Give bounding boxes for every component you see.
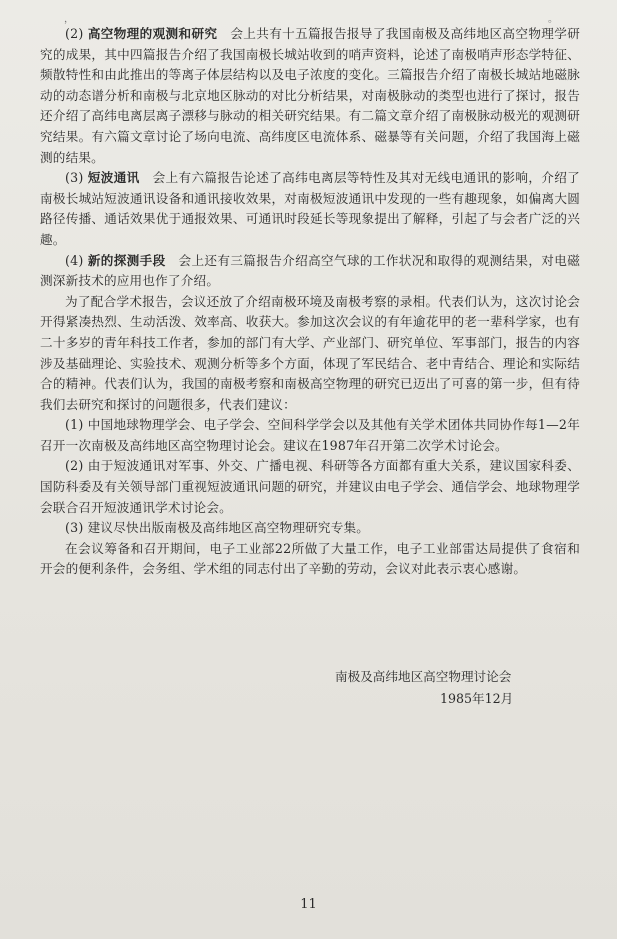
signature-date: 1985年12月 (440, 691, 514, 706)
paragraph-summary (40, 292, 580, 416)
paragraph-body: 会上有六篇报告论述了高纬电离层等特性及其对无线电通讯的影响，介绍了南极长城站短波通讯设备和通讯接收效果，对南极短波通讯中发现的一些有趣现象，如偏离大圆路径传播、通话效果优于通报效果、可通讯时段延长等现象提出了解释，引起了与会者广泛的兴趣。 (40, 170, 580, 247)
page-number: 11 (300, 897, 317, 912)
paragraph-label: (2) (65, 26, 88, 41)
paragraph-body: 会上还有三篇报告介绍高空气球的工作状况和取得的观测结果，对电磁测深新技术的应用也作了介绍。 (40, 252, 580, 289)
paragraph-observation (40, 24, 580, 168)
paragraph-body: (3) 建议尽快出版南极及高纬地区高空物理研究专集。 (65, 520, 370, 536)
section-heading-new-methods: 新的探测手段 (87, 252, 166, 268)
paragraph-new-methods (40, 251, 580, 292)
paragraph-suggestion-2 (40, 456, 580, 518)
paragraph-suggestion-1 (40, 415, 580, 456)
paragraph-label: (3) (65, 170, 88, 186)
signature-org: 南极及高纬地区高空物理讨论会 (335, 669, 512, 684)
paragraph-thanks (40, 539, 580, 580)
paragraph-shortwave (40, 168, 580, 250)
section-heading-observation: 高空物理的观测和研究 (87, 26, 218, 41)
corner-mark-left: ， (64, 14, 74, 25)
body-text (40, 24, 580, 580)
section-heading-shortwave: 短波通讯 (87, 170, 140, 186)
paragraph-body: (2) 由于短波通讯对军事、外交、广播电视、科研等各方面都有重大关系，建议国家科委、国防科委及有关领导部门重视短波通讯问题的研究，并建议由电子学会、通信学会、地球物理学会联合召开短波通讯学术讨论会。 (40, 458, 580, 515)
paragraph-suggestion-3 (40, 518, 580, 539)
paragraph-body: 会上共有十五篇报告报导了我国南极及高纬地区高空物理学研究的成果，其中四篇报告介绍了我国南极长城站收到的哨声资料，论述了南极哨声形态学特征、频散特性和由此推出的等离子体层结构以及电子浓度的变化。三篇报告介绍了南极长城站地磁脉动的动态谱分析和南极与北京地区脉动的对比分析结果，对南极脉动的类型也进行了探讨，报告还介绍了高纬电离层离子漂移与脉动的相关研究结果。有二篇文章介绍了南极脉动极光的观测研究结果。有六篇文章讨论了场向电流、高纬度区电流体系、磁暴等有关问题，介绍了我国海上磁测的结果。 (40, 26, 580, 165)
paragraph-label: (4) (65, 252, 88, 268)
paragraph-body: 为了配合学术报告，会议还放了介绍南极环境及南极考察的录相。代表们认为，这次讨论会开得紧凑热烈、生动活泼、效率高、收获大。参加这次会议的有年逾花甲的老一辈科学家，也有二十多岁的青年科技工作者，参加的部门有大学、产业部门、研究单位、军事部门，报告的内容涉及基础理论、实验技术、观测分析等多个方面，体现了军民结合、老中青结合、理论和实际结合的精神。代表们认为，我国的南极考察和南极高空物理的研究已迈出了可喜的第一步，但有待我们去研究和探讨的问题很多，代表们建议： (40, 293, 580, 412)
signature-block (335, 666, 565, 710)
paragraph-body: (1) 中国地球物理学会、电子学会、空间科学学会以及其他有关学术团体共同协作每1—2年召开一次南极及高纬地区高空物理讨论会。建议在1987年召开第二次学术讨论会。 (40, 417, 580, 453)
corner-mark-right: 。 (548, 14, 558, 25)
paragraph-body: 在会议筹备和召开期间，电子工业部22所做了大量工作，电子工业部雷达局提供了食宿和开会的便利条件，会务组、学术组的同志付出了辛勤的劳动，会议对此表示衷心感谢。 (40, 540, 580, 577)
